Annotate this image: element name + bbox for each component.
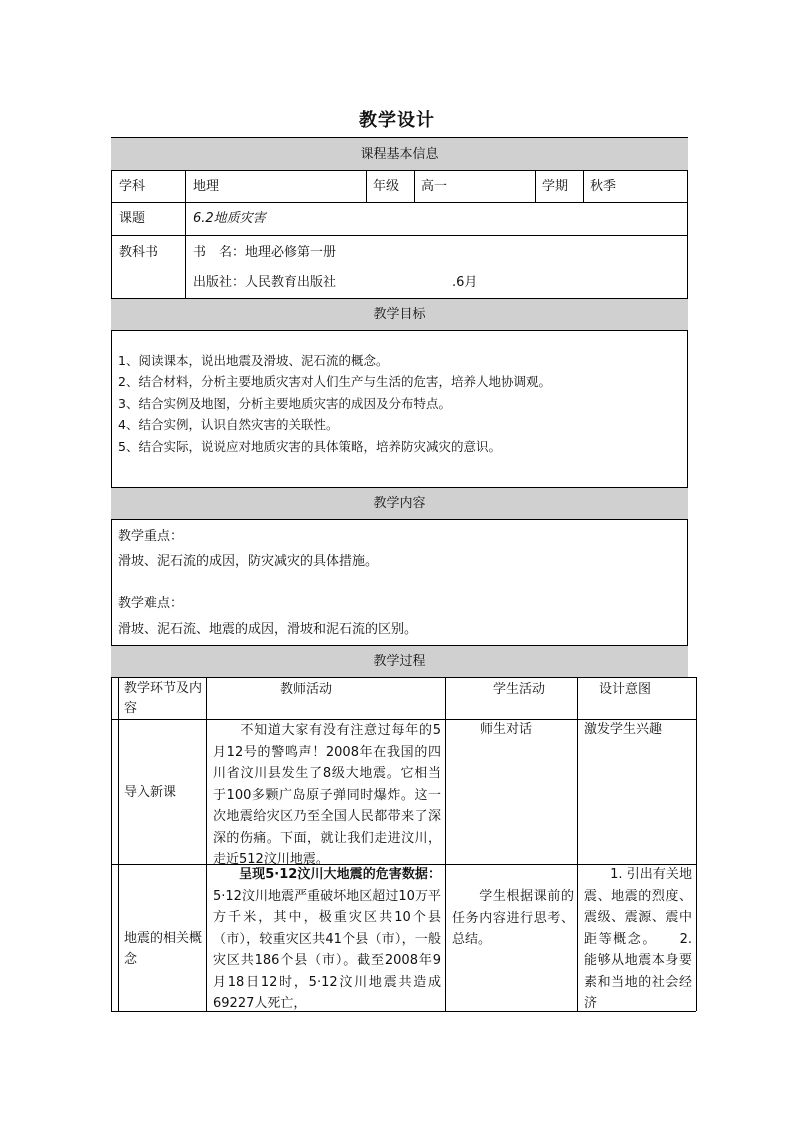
objective-item: 4、结合实例，认识自然灾害的关联性。 [118, 417, 339, 432]
divider [206, 677, 207, 1011]
objective-item: 1、阅读课本，说出地震及滑坡、泥石流的概念。 [118, 353, 389, 368]
divider [577, 677, 578, 1011]
divider [111, 202, 688, 203]
section-process: 教学过程 [111, 645, 688, 678]
term-value: 秋季 [590, 179, 617, 194]
divider [111, 1011, 696, 1012]
design-intent: 1. 引出有关地震、地震的烈度、震级、震源、震中距等概念。 2. 能够从地震本身要素和当地的社会经济 [584, 867, 692, 1011]
subject-value: 地理 [193, 179, 220, 194]
page-title: 教学设计 [359, 110, 435, 131]
textbook-label: 教科书 [119, 245, 159, 260]
teacher-activity-text: 5·12汶川地震严重破坏地区超过10万平方千米，其中，极重灾区共10个县（市），较重灾区共41个县（市），一般灾区共186个县（市）。截至2008年9月18日12时，5·12汶川地震共造成69227人死亡， [213, 888, 441, 1011]
book-name: 书 名：地理必修第一册 [193, 245, 337, 260]
header-teacher: 教师活动 [280, 682, 333, 697]
topic-value: 6.2地质灾害 [193, 211, 266, 226]
divider [111, 235, 688, 236]
teacher-activity-heading: 呈现5·12汶川大地震的危害数据： [213, 867, 441, 882]
stage-cell: 地震的相关概念 [124, 931, 203, 967]
publisher: 出版社：人民教育出版社 [193, 275, 337, 290]
divider [118, 677, 696, 678]
section-basic-info: 课程基本信息 [111, 137, 688, 171]
design-intent: 激发学生兴趣 [584, 722, 663, 737]
teacher-activity [213, 864, 441, 1011]
objective-item: 5、结合实际，说说应对地质灾害的具体策略，培养防灾减灾的意识。 [118, 439, 501, 454]
subject-label: 学科 [119, 179, 146, 194]
divider [414, 171, 415, 202]
objective-item: 2、结合材料，分析主要地质灾害对人们生产与生活的危害，培养人地协调观。 [118, 374, 551, 389]
divider [111, 677, 112, 1011]
student-activity: 学生根据课前的任务内容进行思考、总结。 [452, 889, 574, 947]
key-points-text: 滑坡、泥石流的成因，防灾减灾的具体措施。 [118, 554, 379, 569]
divider [696, 677, 697, 1011]
divider [118, 677, 119, 1011]
grade-value: 高一 [421, 179, 448, 194]
stage-cell: 导入新课 [124, 785, 177, 800]
teacher-activity: 不知道大家有没有注意过每年的5月12号的警鸣声！2008年在我国的四川省汶川县发生了8级大地震。它相当于100多颗广岛原子弹同时爆炸。这一次地震给灾区乃至全国人民都带来了深深的伤痛。下面，就让我们走进汶川，走近512汶川地震。 [213, 723, 441, 867]
grade-label: 年级 [373, 179, 400, 194]
difficult-points-text: 滑坡、泥石流、地震的成因，滑坡和泥石流的区别。 [118, 622, 418, 637]
header-intent: 设计意图 [599, 682, 652, 697]
header-student: 学生活动 [493, 682, 546, 697]
publish-month: .6月 [452, 275, 478, 290]
objective-item: 3、结合实例及地图，分析主要地质灾害的成因及分布特点。 [118, 396, 451, 411]
section-content: 教学内容 [111, 487, 688, 520]
header-stage: 教学环节及内容 [124, 681, 203, 716]
divider [445, 677, 446, 1011]
divider [535, 171, 536, 202]
divider [366, 171, 367, 202]
term-label: 学期 [542, 179, 569, 194]
topic-label: 课题 [119, 211, 146, 226]
key-points-label: 教学重点： [118, 529, 184, 544]
student-activity: 师生对话 [454, 722, 533, 737]
section-objectives: 教学目标 [111, 298, 688, 331]
divider [583, 171, 584, 202]
difficult-points-label: 教学难点： [118, 596, 184, 611]
